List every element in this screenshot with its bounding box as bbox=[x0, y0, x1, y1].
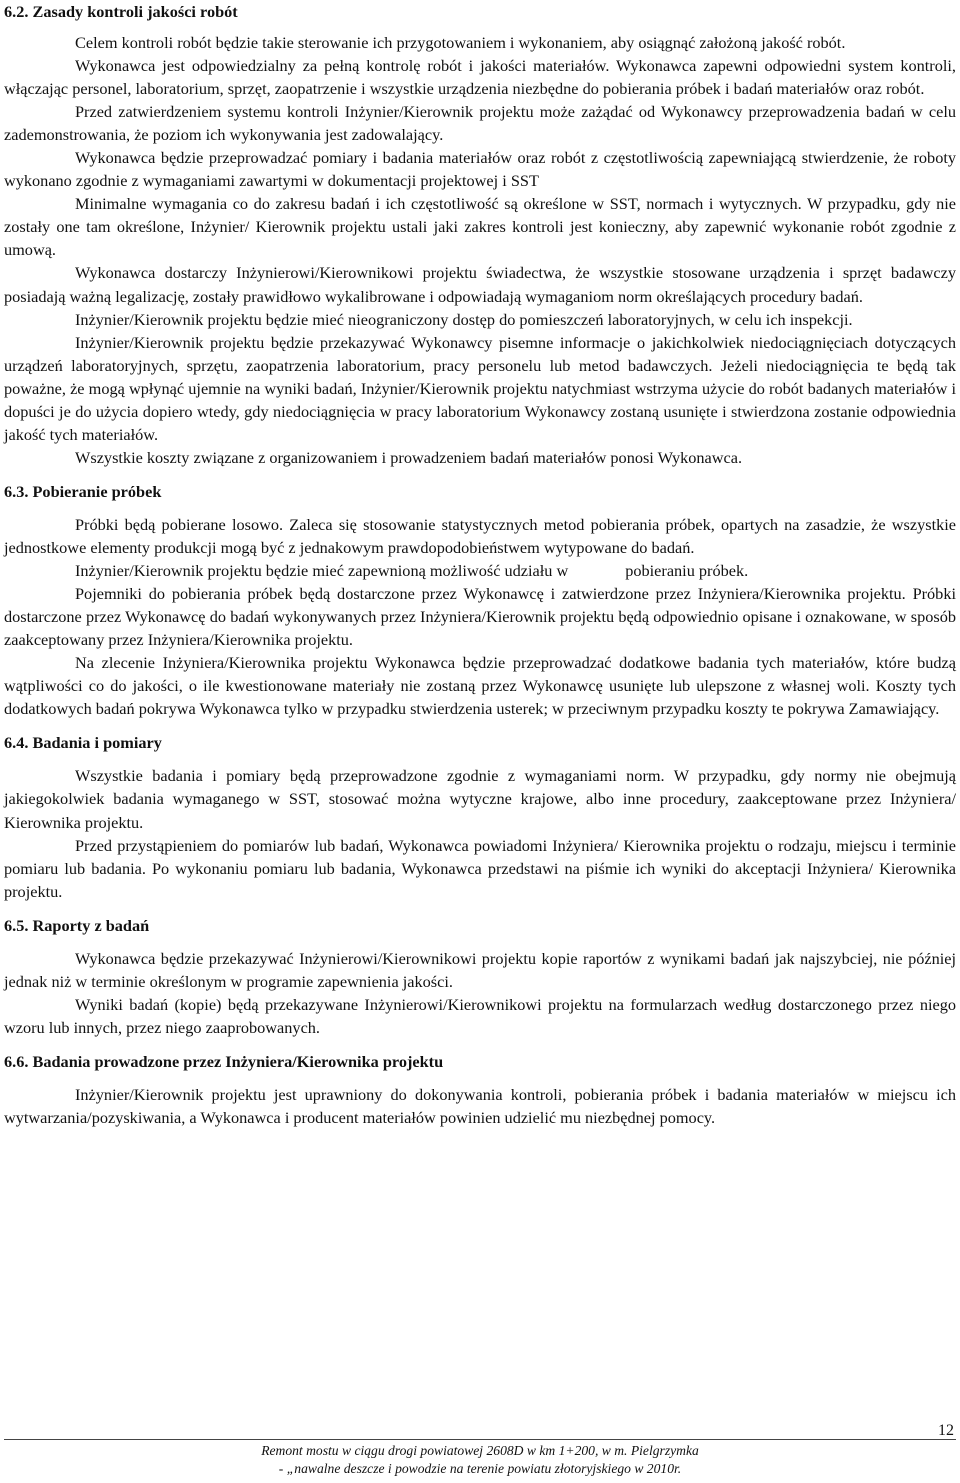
paragraph: Inżynier/Kierownik projektu jest uprawniony do dokonywania kontroli, pobierania próbek i badania materiałów w miejscu ich wytwarzania/pozyskiwania, a Wykonawca i producent materiałów powinien udzielić mu niezbędnej pomocy. bbox=[4, 1084, 956, 1128]
section-heading-6-3: 6.3. Pobieranie próbek bbox=[4, 481, 162, 501]
footer-line-1: Remont mostu w ciągu drogi powiatowej 2608D w km 1+200, w m. Pielgrzymka bbox=[261, 1443, 699, 1458]
document-page bbox=[4, 0, 956, 1129]
paragraph: Na zlecenie Inżyniera/Kierownika projektu Wykonawca będzie przeprowadzać dodatkowe badania tych materiałów, które budzą wątpliwości co do jakości, o ile kwestionowane materiały nie zostaną przez Wykonawcę usunięte lub ulepszone z własnej woli. Koszty tych dodatkowych badań pokrywa Wykonawca tylko w przypadku stwierdzenia usterek; w przeciwnym przypadku koszty te pokrywa Zamawiający. bbox=[4, 653, 956, 719]
section-heading-6-2: 6.2. Zasady kontroli jakości robót bbox=[4, 2, 238, 21]
paragraph: Inżynier/Kierownik projektu będzie mieć zapewnioną możliwość udziału w pobieraniu próbek. bbox=[75, 561, 749, 581]
paragraph: Wykonawca będzie przekazywać Inżynierowi/Kierownikowi projektu kopie raportów z wynikami badań jak najszybciej, nie później jednak niż w terminie określonym w programie zapewnienia jakości. bbox=[4, 948, 956, 991]
section-heading-6-5: 6.5. Raporty z badań bbox=[4, 915, 150, 935]
page-footer bbox=[0, 1442, 960, 1478]
section-heading-6-4: 6.4. Badania i pomiary bbox=[4, 733, 162, 753]
page-number: 12 bbox=[938, 1422, 954, 1439]
paragraph: Wykonawca dostarczy Inżynierowi/Kierownikowi projektu świadectwa, że wszystkie stosowane urządzenia i sprzęt badawczy posiadają ważną legalizację, zostały prawidłowo wykalibrowane i odpowiadają wymaganiom norm określających procedury badań. bbox=[4, 263, 956, 306]
paragraph: Celem kontroli robót będzie takie sterowanie ich przygotowaniem i wykonaniem, aby osiągnąć założoną jakość robót. bbox=[75, 33, 846, 52]
paragraph: Próbki będą pobierane losowo. Zaleca się stosowanie statystycznych metod pobierania próbek, opartych na zasadzie, że wszystkie jednostkowe elementy produkcji mogą być z jednakowym prawdopodobieństwem wytypowane do badań. bbox=[4, 514, 956, 557]
paragraph: Przed przystąpieniem do pomiarów lub badań, Wykonawca powiadomi Inżyniera/ Kierownika projektu o rodzaju, miejscu i terminie pomiaru lub badania. Po wykonaniu pomiaru lub badania, Wykonawca przedstawi na piśmie ich wyniki do akceptacji Inżyniera/ Kierownika projektu. bbox=[4, 835, 956, 901]
paragraph: Inżynier/Kierownik projektu będzie mieć nieograniczony dostęp do pomieszczeń laboratoryjnych, w celu ich inspekcji. bbox=[75, 309, 853, 329]
section-heading-6-6: 6.6. Badania prowadzone przez Inżyniera/Kierownika projektu bbox=[4, 1051, 444, 1071]
paragraph: Pojemniki do pobierania próbek będą dostarczone przez Wykonawcę i zatwierdzone przez Inżyniera/Kierownika projektu. Próbki dostarczone przez Wykonawcę do badań wykonywanych przez Inżyniera/Kierownik projektu będą odpowiednio opisane i oznakowane, w sposób zaakceptowany przez Inżyniera/Kierownika projektu. bbox=[4, 584, 956, 650]
paragraph: Wszystkie badania i pomiary będą przeprowadzone zgodnie z wymaganiami norm. W przypadku, gdy normy nie obejmują jakiegokolwiek badania wymaganego w SST, stosować można wytyczne krajowe, albo inne procedury, zaakceptowane przez Inżyniera/ Kierownika projektu. bbox=[4, 766, 956, 832]
paragraph: Wykonawca będzie przeprowadzać pomiary i badania materiałów oraz robót z częstotliwością zapewniającą stwierdzenie, że roboty wykonano zgodnie z wymaganiami zawartymi w dokumentacji projektowej i SST bbox=[4, 148, 956, 191]
paragraph: Wyniki badań (kopie) będą przekazywane Inżynierowi/Kierownikowi projektu na formularzach według dostarczonego przez niego wzoru lub innych, przez niego zaaprobowanych. bbox=[4, 994, 956, 1037]
footer-line-2: - „nawalne deszcze i powodzie na terenie powiatu złotoryjskiego w 2010r. bbox=[278, 1461, 682, 1476]
paragraph: Wykonawca jest odpowiedzialny za pełną kontrolę robót i jakości materiałów. Wykonawca zapewni odpowiedni system kontroli, włączając personel, laboratorium, sprzęt, zaopatrzenie i wszystkie urządzenia niezbędne do pobierania próbek i badań materiałów oraz robót. bbox=[4, 56, 956, 99]
paragraph: Minimalne wymagania co do zakresu badań i ich częstotliwość są określone w SST, normach i wytycznych. W przypadku, gdy nie zostały one tam określone, Inżynier/ Kierownik projektu ustali jaki zakres kontroli jest konieczny, aby zapewnić wykonanie robót zgodnie z umową. bbox=[4, 194, 956, 260]
paragraph: Przed zatwierdzeniem systemu kontroli Inżynier/Kierownik projektu może zażądać od Wykonawcy przeprowadzenia badań w celu zademonstrowania, że poziom ich wykonywania jest zadowalający. bbox=[4, 102, 956, 145]
paragraph: Wszystkie koszty związane z organizowaniem i prowadzeniem badań materiałów ponosi Wykonawca. bbox=[75, 447, 743, 467]
footer-divider bbox=[4, 1439, 956, 1440]
paragraph: Inżynier/Kierownik projektu będzie przekazywać Wykonawcy pisemne informacje o jakichkolwiek niedociągnięciach dotyczących urządzeń laboratoryjnych, sprzętu, zaopatrzenia laboratorium, pracy personelu lub metod badawczych. Jeżeli niedociągnięcia te będą tak poważne, że mogą wpłynąć ujemnie na wyniki badań, Inżynier/Kierownik projektu natychmiast wstrzyma użycie do robót badanych materiałów i dopuści je do użycia dopiero wtedy, gdy niedociągnięcia w pracy laboratorium Wykonawcy zostaną usunięte i stwierdzona zostanie odpowiednia jakość tych materiałów. bbox=[4, 332, 956, 444]
